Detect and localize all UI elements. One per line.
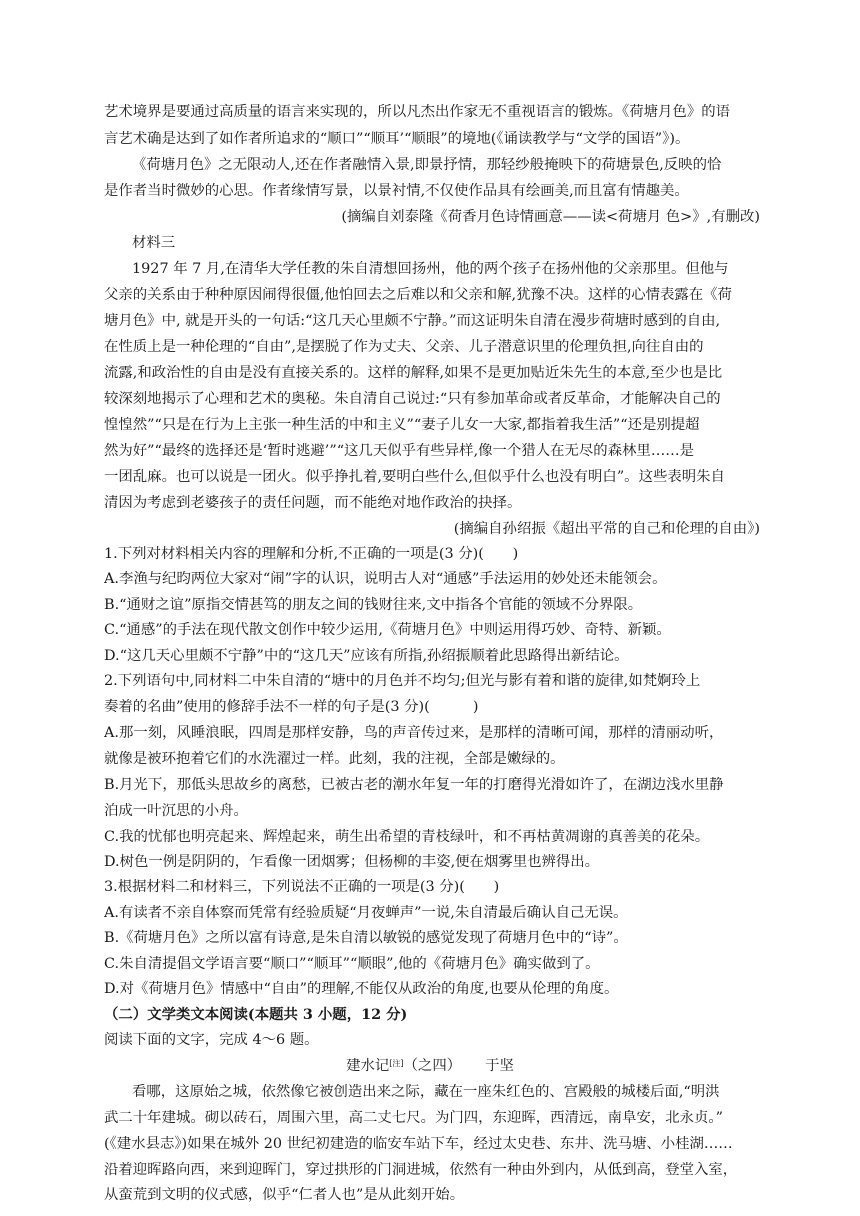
article-title-line (0, 1056, 860, 1078)
question-2-stem: 2.下列语句中,同材料二中朱自清的“塘中的月色并不均匀;但光与影有着和谐的旋律,如梵婀玲上 (104, 673, 701, 689)
text-line: 一团乱麻。也可以说是一团火。似乎挣扎着,要明白些什么,但似乎什么也没有明白”。这些表明朱自 (104, 469, 725, 485)
text-line: 惶惶然”“只是在行为上主张一种生活的中和主义”“妻子儿女一大家,都指着我生活”“还是别提超 (104, 417, 700, 433)
question-3-stem: 3.根据材料二和材料三，下列说法不正确的一项是(3 分)( ) (104, 879, 500, 895)
source-citation: (摘编自刘泰隆《荷香月色诗情画意——读<荷塘月 色>》,有删改) (341, 209, 760, 225)
text-line: 言艺术确是达到了如作者所追求的“顺口”“顺耳’“顺眼”的境地(《诵读教学与“文学的国语”》)。 (104, 131, 690, 147)
question-1-option-a: A.李渔与纪昀两位大家对“闹”字的认识，说明古人对“通感”手法运用的妙处还未能领会。 (104, 571, 667, 587)
question-3-option-c: C.朱自清提倡文学语言要“顺口”“顺耳”“顺眼”,他的《荷塘月色》确实做到了。 (104, 956, 600, 972)
text-line: (《建水县志》)如果在城外 20 世纪初建造的临安车站下车，经过太史巷、东井、洗马塘、小桂湖…… (104, 1136, 733, 1152)
section-heading: （二）文学类文本阅读(本题共 3 小题，12 分) (104, 1006, 408, 1023)
text-line: 是作者当时微妙的心思。作者缘情写景，以景衬情,不仅使作品具有绘画美,而且富有情趣美。 (104, 183, 689, 199)
text-line: 从蛮荒到文明的仪式感，似乎“仁者人也”是从此刻开始。 (104, 1187, 465, 1203)
question-2-option-a: 就像是被环抱着它们的水洗濯过一样。此刻，我的注视，全部是嫩绿的。 (104, 751, 565, 767)
question-1-option-c: C.“通感”的手法在现代散文创作中较少运用,《荷塘月色》中则运用得巧妙、奇特、新颖。 (104, 622, 671, 638)
question-3-option-a: A.有读者不亲自体察而凭常有经验质疑“月夜蝉声”一说,朱自清最后确认自己无误。 (104, 905, 628, 921)
text-line: 父亲的关系由于种种原因闹得很僵,他怕回去之后难以和父亲和解,犹豫不决。这样的心情表露在《荷 (104, 287, 732, 303)
note-mark: [注] (389, 1059, 404, 1068)
question-2-option-b: B.月光下，那低头思故乡的离愁，已被古老的潮水年复一年的打磨得光滑如许了，在湖边浅水里静 (104, 777, 724, 793)
question-2-stem: 奏着的名曲”使用的修辞手法不一样的句子是(3 分)( ) (104, 699, 479, 715)
question-2-option-a: A.那一刻，风睡浪眠，四周是那样安静，鸟的声音传过来，是那样的清晰可闻，那样的清丽动听， (104, 725, 724, 741)
text-line: 较深刻地揭示了心理和艺术的奥秘。朱自清自己说过:“只有参加革命或者反革命，才能解决自己的 (104, 391, 721, 407)
article-title: 建水记 (346, 1058, 390, 1074)
question-2-option-b: 泊成一叶沉思的小舟。 (104, 803, 248, 819)
article-part: （之四） (403, 1058, 462, 1074)
text-line: 塘月色》中, 就是开头的一句话:“这几天心里颇不宁静。”而这证明朱自清在漫步荷塘时感到的自由, (104, 313, 721, 329)
paragraph-start: 《荷塘月色》之无限动人,还在作者融情入景,即景抒情，那轻纱般掩映下的荷塘景色,反映的恰 (132, 157, 722, 173)
question-1-option-b: B.“通财之谊”原指交情甚笃的朋友之间的钱财往来,文中指各个官能的领域不分界限。 (104, 597, 643, 613)
text-line: 流露,和政治性的自由是没有直接关系的。这样的解释,如果不是更加贴近朱先生的本意,至少也是比 (104, 365, 723, 381)
text-line: 艺术境界是要通过高质量的语言来实现的，所以凡杰出作家无不重视语言的锻炼。《荷塘月色》的语 (104, 104, 730, 120)
text-line: 武二十年建城。砌以砖石，周围六里，高二丈七尺。为门四，东迎晖，西清远，南阜安，北永贞。” (104, 1110, 723, 1126)
question-1-option-d: D.“这几天心里颇不宁静”中的“这几天”应该有所指,孙绍振顺着此思路得出新结论。 (104, 648, 629, 664)
text-line: 清因为考虑到老婆孩子的责任问题，而不能绝对地作政治的抉择。 (104, 495, 522, 511)
source-citation: (摘编自孙绍振《超出平常的自己和伦理的自由》) (453, 521, 760, 537)
text-line: 沿着迎晖路向西，来到迎晖门，穿过拱形的门洞进城，依然有一种由外到内，从低到高，登堂入室， (104, 1162, 738, 1178)
text-line: 在性质上是一种伦理的“自由”,是摆脱了作为丈夫、父亲、儿子潜意识里的伦理负担,向往自由的 (104, 339, 704, 355)
question-2-option-c: C.我的忧郁也明亮起来、辉煌起来，萌生出希望的青枝绿叶，和不再枯黄凋谢的真善美的花朵。 (104, 829, 710, 845)
question-2-option-d: D.树色一例是阴阴的，乍看像一团烟雾；但杨柳的丰姿,便在烟雾里也辨得出。 (104, 854, 600, 870)
question-3-option-b: B.《荷塘月色》之所以富有诗意,是朱自清以敏锐的感觉发现了荷塘月色中的“诗”。 (104, 930, 628, 946)
question-1-stem: 1.下列对材料相关内容的理解和分析,不正确的一项是(3 分)( ) (104, 546, 519, 562)
paragraph-start: 看哪，这原始之城，依然像它被创造出来之际，藏在一座朱红色的、宫殿般的城楼后面,“明洪 (132, 1084, 720, 1100)
material-heading: 材料三 (132, 235, 176, 251)
article-author: 于坚 (485, 1058, 514, 1074)
paragraph-start: 1927 年 7 月,在清华大学任教的朱自清想回扬州，他的两个孩子在扬州他的父亲那里。但他与 (132, 261, 729, 277)
section-instruction: 阅读下面的文字，完成 4～6 题。 (104, 1032, 319, 1048)
text-line: 然为好”“最终的选择还是‘暂时逃避’”“这几天似乎有些异样,像一个猎人在无尽的森林里……是 (104, 443, 694, 459)
question-3-option-d: D.对《荷塘月色》情感中“自由”的理解,不能仅从政治的角度,也要从伦理的角度。 (104, 981, 619, 997)
